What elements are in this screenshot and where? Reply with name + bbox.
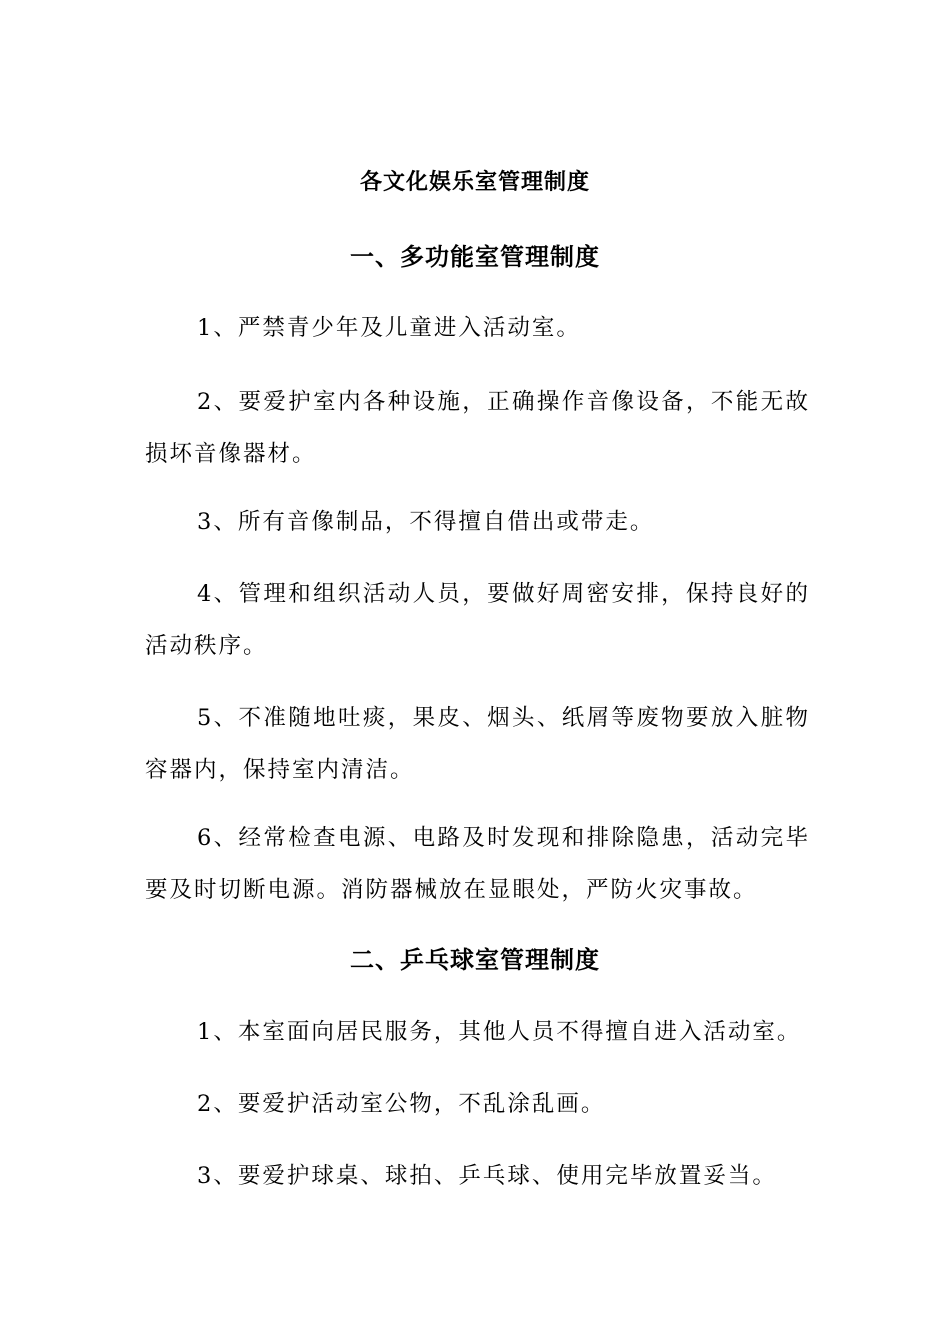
rule-item: 4、管理和组织活动人员，要做好周密安排，保持良好的活动秩序。 [145, 581, 810, 659]
rule-item: 6、经常检查电源、电路及时发现和排除隐患，活动完毕要及时切断电源。消防器械放在显眼处，严防火灾事故。 [145, 825, 810, 903]
rule-item: 2、要爱护室内各种设施，正确操作音像设备，不能无故损坏音像器材。 [145, 389, 810, 467]
rule-item: 1、严禁青少年及儿童进入活动室。 [197, 315, 581, 341]
section-heading-multifunction-room: 一、多功能室管理制度 [350, 243, 600, 271]
rule-item: 3、要爱护球桌、球拍、乒乓球、使用完毕放置妥当。 [197, 1163, 777, 1189]
rule-item: 3、所有音像制品，不得擅自借出或带走。 [197, 509, 655, 535]
document-title: 各文化娱乐室管理制度 [359, 170, 590, 195]
section-heading-table-tennis-room: 二、乒乓球室管理制度 [350, 946, 600, 974]
rule-item: 5、不准随地吐痰，果皮、烟头、纸屑等废物要放入脏物容器内，保持室内清洁。 [145, 705, 810, 783]
rule-item: 1、本室面向居民服务，其他人员不得擅自进入活动室。 [197, 1019, 802, 1045]
rule-item: 2、要爱护活动室公物，不乱涂乱画。 [197, 1091, 606, 1117]
